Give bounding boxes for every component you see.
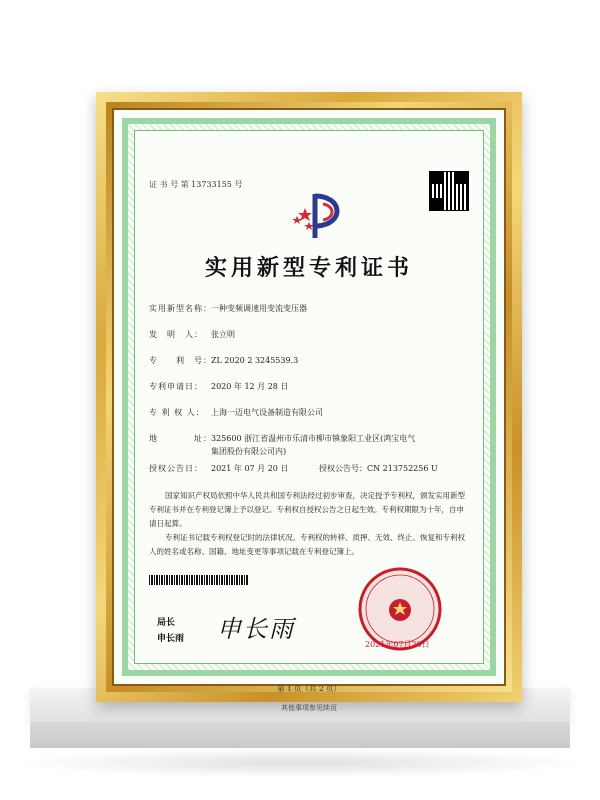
field-label: 专 利 号： <box>149 356 212 365</box>
certificate-paper <box>114 110 504 712</box>
field-grant-date <box>149 463 438 474</box>
qr-code-icon <box>429 171 469 211</box>
certificate-body <box>134 130 484 712</box>
field-inventor <box>149 329 235 340</box>
field-label: 发 明 人： <box>149 330 203 339</box>
field-label: 实用新型名称： <box>149 304 212 313</box>
director-name: 申长雨 <box>157 634 185 644</box>
gold-frame <box>96 92 522 712</box>
legal-status-paragraph: 专利证书记载专利权登记时的法律状况。专利权的转移、质押、无效、终止、恢复和专利权人的姓名或名称、国籍、地址变更等事项记载在专利登记簿上。 <box>149 533 465 556</box>
field-value: 325600 浙江省温州市乐清市柳市镇象阳工业区(鸿宝电气 <box>211 434 416 443</box>
footer-note: 其他事项参见续页 <box>281 704 337 712</box>
field-value: ZL 2020 2 3245539.3 <box>211 356 299 365</box>
field-value: 张立明 <box>211 330 235 339</box>
shelf-shadow <box>10 748 590 778</box>
field-label: 授权公告日： <box>149 464 203 473</box>
field-address <box>149 433 415 444</box>
field-patent-number <box>149 355 298 366</box>
publication-number: 授权公告号：CN 213752256 U <box>318 464 438 473</box>
director-signature: 申长雨 <box>217 615 295 643</box>
field-value: 2021 年 07 月 20 日 <box>211 464 289 473</box>
field-patentee <box>149 407 323 418</box>
director-title: 局长 <box>157 618 176 628</box>
field-application-date <box>149 381 288 392</box>
certificate-number: 证 书 号 第 13733155 号 <box>149 180 243 189</box>
field-value: 一种变频调速用变流变压器 <box>211 304 307 313</box>
frame-lip <box>112 108 506 712</box>
field-label: 专利申请日： <box>149 382 203 391</box>
field-value: 上海一迈电气设备制造有限公司 <box>211 408 323 417</box>
frame-molding <box>106 102 512 712</box>
page-number: 第 1 页（共 2 页） <box>276 684 342 693</box>
field-utility-name <box>149 303 307 314</box>
seal-date: 2021年07月20日 <box>365 640 430 649</box>
certificate-border <box>122 118 496 712</box>
field-value: 2020 年 12 月 28 日 <box>211 382 289 391</box>
grant-paragraph: 国家知识产权局依照中华人民共和国专利法经过初步审查，决定授予专利权，颁发实用新型专利证书并在专利登记簿上予以登记。专利权自授权公告之日起生效。专利权期限为十年，自申请日起算。 <box>149 491 465 528</box>
field-label: 专 利 权 人： <box>149 408 205 417</box>
patent-office-logo-icon <box>285 186 355 246</box>
address-line-2: 集团股份有限公司内) <box>211 447 287 456</box>
certificate-title: 实用新型专利证书 <box>204 255 413 281</box>
shelf-front <box>30 722 570 748</box>
barcode-icon <box>149 575 249 585</box>
field-label: 地 址： <box>149 434 212 443</box>
